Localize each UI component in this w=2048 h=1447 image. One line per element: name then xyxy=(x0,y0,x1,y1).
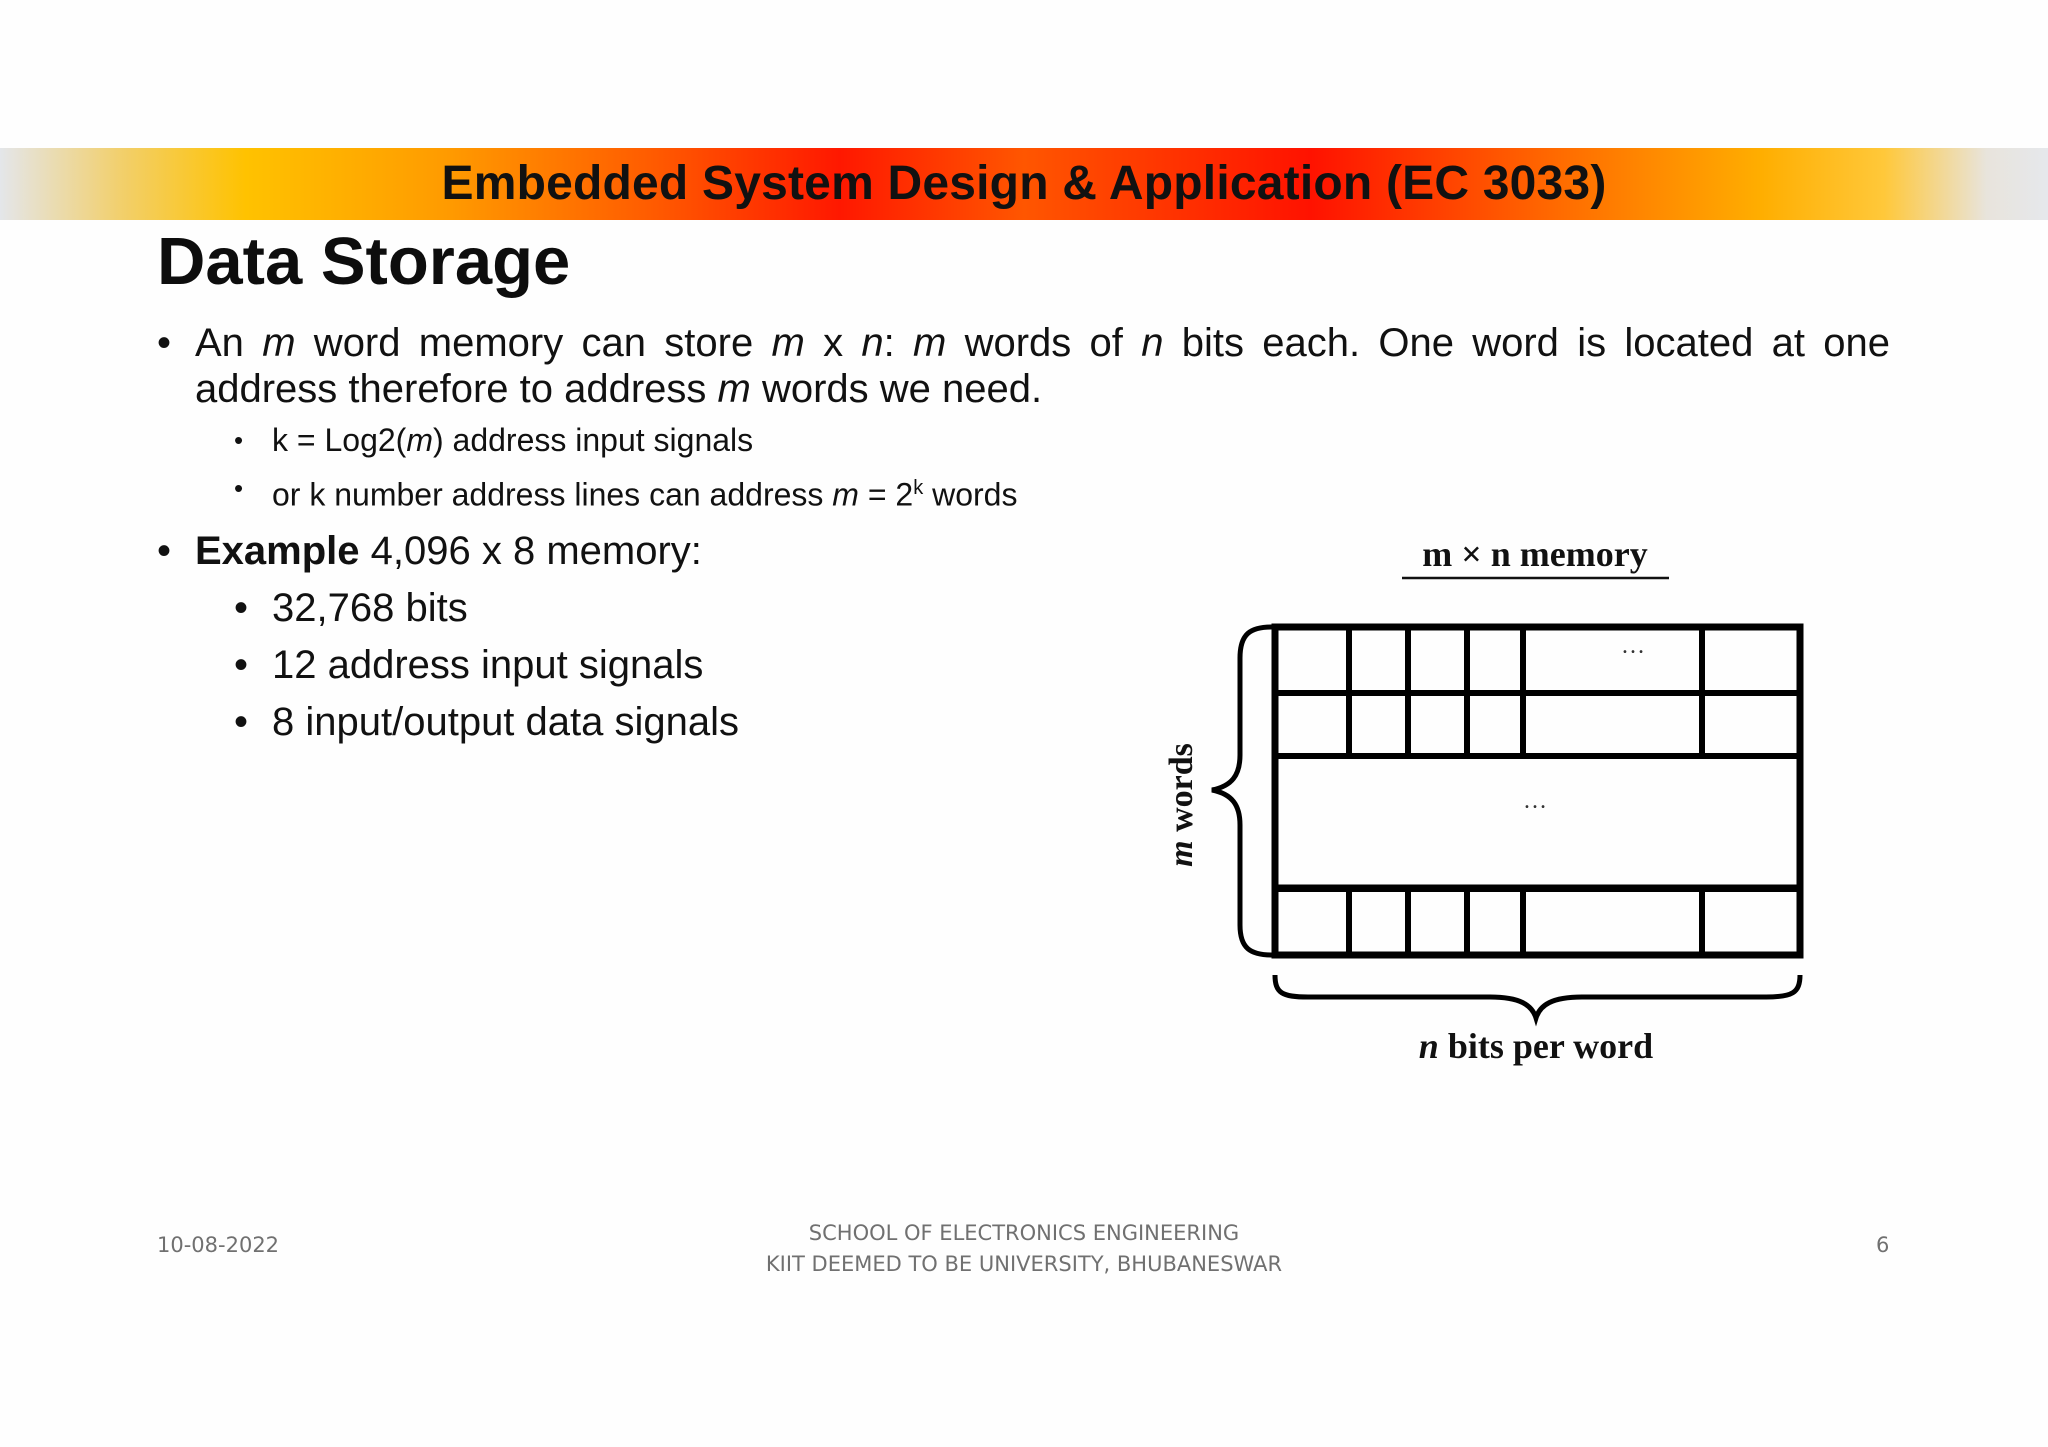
example-label: Example xyxy=(195,528,360,573)
text-run: = 2 xyxy=(858,476,914,513)
bullet-marker: • xyxy=(234,473,244,503)
cell-dividers-bottom xyxy=(1349,889,1702,955)
text-run: words we need. xyxy=(750,367,1043,411)
var-m: m xyxy=(717,367,751,411)
left-brace xyxy=(1212,627,1272,955)
superscript-k: k xyxy=(913,477,924,499)
course-title: Embedded System Design & Application (EC 3033) xyxy=(441,157,1607,210)
var-m: m xyxy=(912,321,947,365)
var-n: n xyxy=(861,321,884,365)
text-run: words xyxy=(923,476,1018,513)
var-m: m xyxy=(406,422,433,458)
text-run: bits each. One word is located at one address therefore to address xyxy=(195,321,1890,411)
sub-bullet-address-lines xyxy=(157,469,1890,514)
text-run: ) address input signals xyxy=(432,422,754,458)
page-number: 6 xyxy=(1876,1233,1890,1257)
diagram-title: m × n memory xyxy=(1422,534,1648,574)
memory-diagram xyxy=(1110,530,1810,1090)
text-run: words of xyxy=(946,321,1142,365)
slide-title: Data Storage xyxy=(157,224,571,299)
bottom-brace xyxy=(1275,975,1800,1018)
footer-date: 10-08-2022 xyxy=(157,1233,280,1257)
var-m: m xyxy=(771,321,805,365)
bottom-label: n bits per word xyxy=(1418,1026,1654,1066)
school-name: SCHOOL OF ELECTRONICS ENGINEERING xyxy=(808,1221,1240,1245)
example-item-text: 8 input/output data signals xyxy=(272,699,740,744)
header-banner xyxy=(0,148,2048,220)
text-run: or k number address lines can address xyxy=(272,476,833,513)
left-label: m words xyxy=(1163,743,1200,867)
footer-institution xyxy=(0,1218,2048,1280)
example-item-text: 12 address input signals xyxy=(272,642,704,687)
var-n: n xyxy=(1141,321,1164,365)
example-text: 4,096 x 8 memory: xyxy=(359,528,702,573)
bullet-marker: • xyxy=(234,425,244,455)
bullet-marker: • xyxy=(234,699,249,744)
bullet-marker: • xyxy=(157,321,172,365)
text-run: An xyxy=(195,321,263,365)
bullet-memory-definition xyxy=(157,320,1890,412)
bullet-marker: • xyxy=(234,642,249,687)
university-name: KIIT DEEMED TO BE UNIVERSITY, BHUBANESWAR xyxy=(765,1252,1283,1276)
bullet-marker: • xyxy=(234,585,249,630)
text-run: : xyxy=(883,321,913,365)
sub-bullet-log2 xyxy=(157,421,1890,459)
ellipsis-cells: … xyxy=(1621,633,1645,659)
example-item-text: 32,768 bits xyxy=(272,585,468,630)
text-run: k = Log2( xyxy=(272,422,407,458)
bullet-marker: • xyxy=(157,528,172,573)
text-run: x xyxy=(804,321,862,365)
text-run: word memory can store xyxy=(295,321,772,365)
var-m: m xyxy=(262,321,296,365)
var-m: m xyxy=(832,476,859,513)
ellipsis-rows: … xyxy=(1523,788,1547,814)
